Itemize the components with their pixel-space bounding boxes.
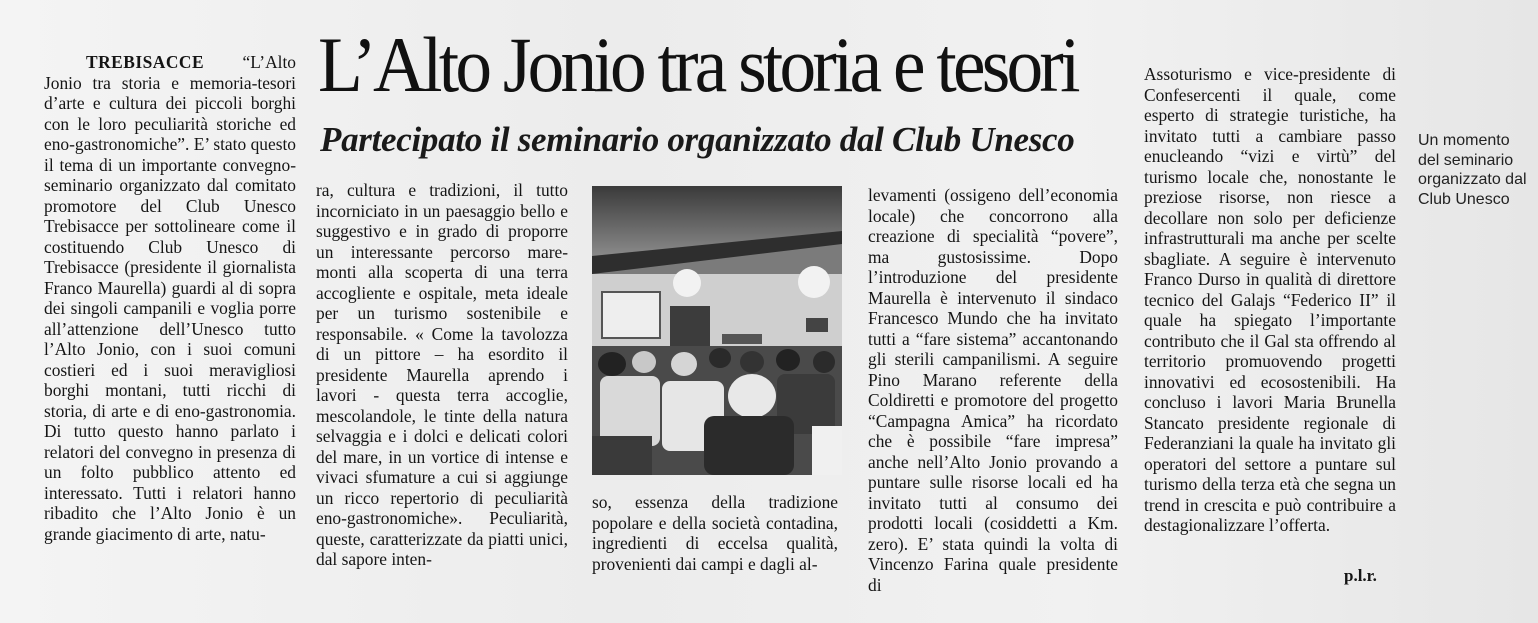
article-column-5 [1144, 64, 1396, 536]
column-5-text: Assoturismo e vice-presidente di Confesercenti il quale, come esperto di strategie turistiche, ha invitato tutti a cambiare passo enucleando “vizi e virtù” del turismo locale che, nonostante le preziose risorse, non riesce a decollare non solo per deficienze infrastrutturali ma anche per scelte sbagliate. A seguire è intervenuto Franco Durso in qualità di direttore tecnico del Galajs “Federico II” il quale ha spiegato l’importante contributo che il Gal sta offrendo al territorio promuovendo progetti innovativi ed ecosostenibili. Ha concluso i lavori Maria Brunella Stancato presidente regionale di Federanziani la quale ha invitato gli operatori del settore a puntare sul turismo della terza età che segna un trend in crescita e può contribuire a destagionalizzare l’offerta. [1144, 64, 1396, 535]
column-3-text: so, essenza della tradizione popolare e della società contadina, ingredienti di eccelsa qualità, provenienti dai campi e dagli al- [592, 492, 838, 574]
photo-caption: Un momento del seminario organizzato dal Club Unesco [1418, 132, 1527, 208]
column-4-text: levamenti (ossigeno dell’economia locale) che concorrono alla creazione di specialità “povere”, ma gustosissime. Dopo l’introduzione del presidente Maurella è intervenuto il sindaco Francesco Mundo che ha invitato tutti a “fare sistema” accantonando gli sterili campanilismi. A seguire Pino Marano referente della Coldiretti e promotore del progetto “Campagna Amica” ha ricordato che è possibile “fare impresa” anche nell’Alto Jonio provando a puntare sulle risorse locali ed ha invitato tutti al consumo dei prodotti locali (cosiddetti a Km. zero). E’ stata quindi la volta di Vincenzo Farina quale presidente di [868, 185, 1118, 595]
article-headline: L’Alto Jonio tra storia e tesori [318, 21, 1077, 108]
article-column-4 [868, 185, 1118, 595]
author-signature: p.l.r. [1344, 566, 1377, 585]
article-dateline: TREBISACCE [86, 52, 205, 72]
article-subtitle: Partecipato il seminario organizzato dal Club Unesco [320, 120, 1075, 159]
article-column-1 [44, 52, 296, 544]
article-column-3 [592, 492, 838, 574]
seminar-audience-image [592, 186, 842, 475]
article-column-2 [316, 180, 568, 570]
seminar-photo [592, 186, 842, 475]
column-2-text: ra, cultura e tradizioni, il tutto incorniciato in un paesaggio bello e suggestivo e in grado di proporre un interessante percorso mare-monti alla scoperta di una terra accogliente e ospitale, meta ideale per un turismo sostenibile e responsabile. « Come la tavolozza di un pittore – ha esordito il presidente Maurella aprendo i lavori - questa terra accoglie, mescolandole, le tinte della natura selvaggia e i dolci e delicati colori del mare, in un vortice di intense e vivaci sfumature a cui si aggiunge un ricco repertorio di peculiarità eno-gastronomiche». Peculiarità, queste, caratterizzate da piatti unici, dal sapore inten- [316, 180, 568, 569]
column-1-text: “L’Alto Jonio tra storia e memoria-tesori d’arte e cultura dei piccoli borghi con le loro peculiarità storiche ed eno-gastronomiche”. E’ stato questo il tema di un importante convegno-seminario organizzato dal comitato promotore del Club Unesco Trebisacce per sottolineare come il costituendo Club Unesco di Trebisacce (presidente il giornalista Franco Maurella) guardi al di sopra dei singoli campanili e voglia porre all’attenzione dell’Unesco tutto l’Alto Jonio, con i suoi comuni costieri ed i suoi meravigliosi borghi montani, tutti ricchi di storia, di arte e di eno-gastronomia. Di tutto questo hanno parlato i relatori del convegno in presenza di un folto pubblico attento ed interessato. Tutti i relatori hanno ribadito che l’Alto Jonio è un grande giacimento di arte, natu- [44, 52, 296, 544]
